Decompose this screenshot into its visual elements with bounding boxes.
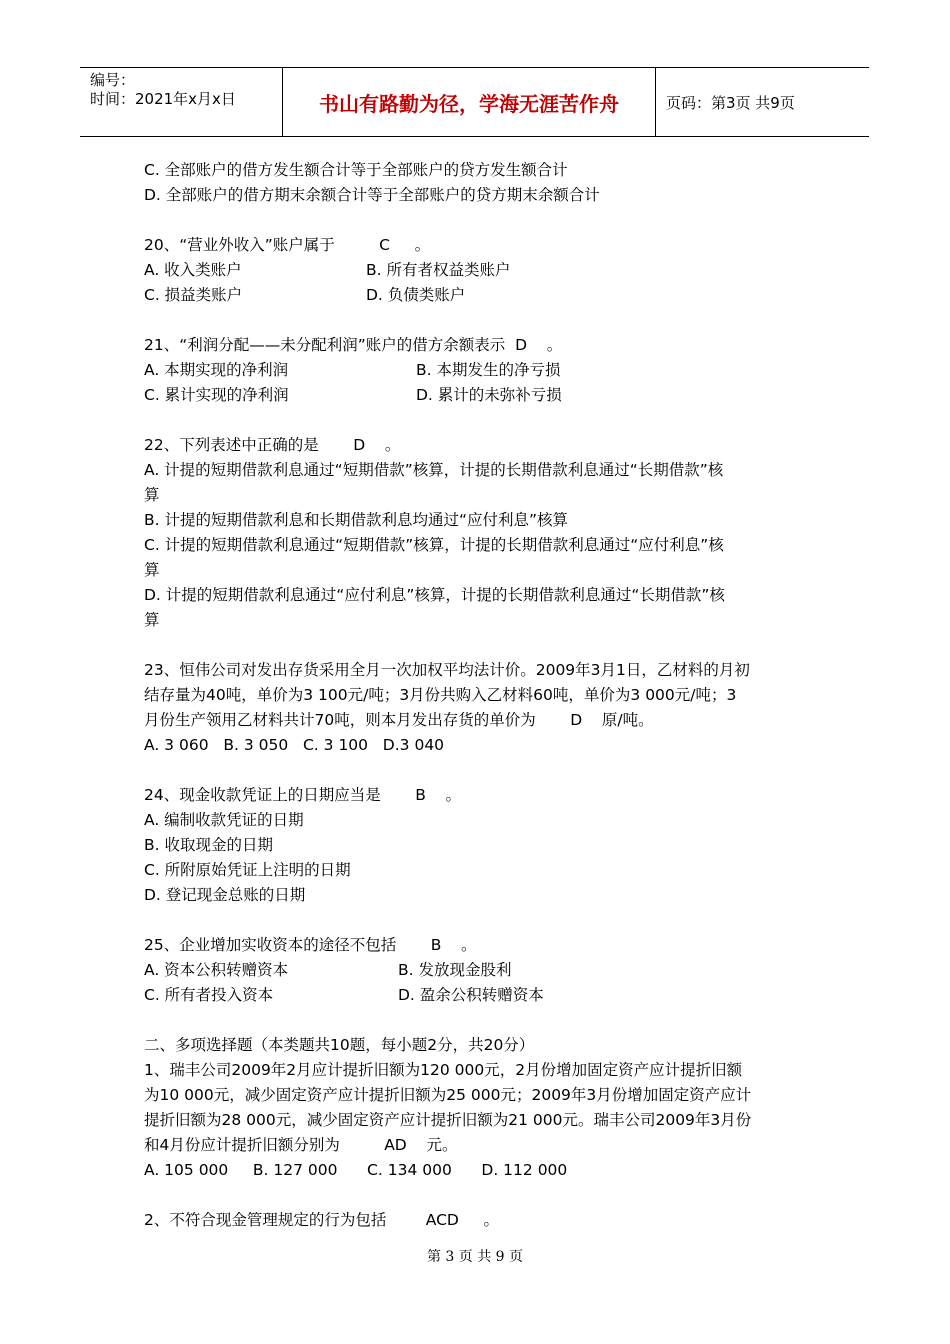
- mq1-line: 和4月份应计提折旧额分别为 AD 元。: [144, 1136, 458, 1154]
- section-2-title: 二、多项选择题（本类题共10题，每小题2分，共20分）: [144, 1036, 535, 1054]
- header-left-cell: [80, 68, 283, 136]
- q19-option-c: C. 全部账户的借方发生额合计等于全部账户的贷方发生额合计: [144, 161, 568, 179]
- q25-options-row-1: [144, 958, 814, 983]
- q21-stem: 21、“利润分配——未分配利润”账户的借方余额表示 D 。: [144, 336, 563, 354]
- mq1-options: A. 105 000 B. 127 000 C. 134 000 D. 112 000: [144, 1161, 568, 1179]
- q25-option-c: C. 所有者投入资本: [144, 986, 274, 1004]
- q20-option-b: B. 所有者权益类账户: [366, 261, 511, 279]
- q23-line: 结存量为40吨，单价为3 100元/吨；3月份共购入乙材料60吨，单价为3 000元/吨；3: [144, 686, 737, 704]
- q25-stem: 25、企业增加实收资本的途径不包括 B 。: [144, 936, 477, 954]
- q24-option-b: B. 收取现金的日期: [144, 836, 273, 854]
- motto-text: 书山有路勤为径，学海无涯苦作舟: [319, 92, 619, 116]
- code-label: 编号：: [90, 71, 136, 89]
- q24-option-c: C. 所附原始凭证上注明的日期: [144, 861, 351, 879]
- q23-line: 23、恒伟公司对发出存货采用全月一次加权平均法计价。2009年3月1日，乙材料的月初: [144, 661, 750, 679]
- q20-option-c: C. 损益类账户: [144, 286, 243, 304]
- q22-line: B. 计提的短期借款利息和长期借款利息均通过“应付利息”核算: [144, 511, 569, 529]
- date-label: 时间：2021年x月x日: [90, 90, 236, 108]
- page-info: 页码：第3页 共9页: [666, 94, 795, 112]
- mq2-stem: 2、不符合现金管理规定的行为包括 ACD 。: [144, 1211, 500, 1229]
- q21-options-row-2: [144, 383, 814, 408]
- mq1-line: 提折旧额为28 000元，减少固定资产应计提折旧额为21 000元。瑞丰公司2009年3月份: [144, 1111, 752, 1129]
- q20-option-a: A. 收入类账户: [144, 261, 242, 279]
- q24-option-a: A. 编制收款凭证的日期: [144, 811, 304, 829]
- header-center-cell: [283, 68, 656, 136]
- q22-line: 算: [144, 486, 160, 504]
- q20-stem: 20、“营业外收入”账户属于 C 。: [144, 236, 431, 254]
- q22-line: 算: [144, 611, 160, 629]
- q21-option-d: D. 累计的未弥补亏损: [416, 386, 562, 404]
- q20-options-row-2: [144, 283, 814, 308]
- q24-stem: 24、现金收款凭证上的日期应当是 B 。: [144, 786, 462, 804]
- q21-option-b: B. 本期发生的净亏损: [416, 361, 561, 379]
- header-right-cell: [656, 68, 869, 136]
- q22-stem: 22、下列表述中正确的是 D 。: [144, 436, 401, 454]
- q25-option-d: D. 盈余公积转赠资本: [398, 986, 544, 1004]
- q20-options-row-1: [144, 258, 814, 283]
- q24-option-d: D. 登记现金总账的日期: [144, 886, 306, 904]
- q21-options-row-1: [144, 358, 814, 383]
- page-header: [80, 67, 869, 137]
- q25-option-b: B. 发放现金股利: [398, 961, 512, 979]
- q25-option-a: A. 资本公积转赠资本: [144, 961, 289, 979]
- page-footer: 第 3 页 共 9 页: [426, 1249, 524, 1265]
- mq1-line: 1、瑞丰公司2009年2月应计提折旧额为120 000元，2月份增加固定资产应计提折旧额: [144, 1061, 743, 1079]
- document-body: [144, 158, 814, 1233]
- q22-line: A. 计提的短期借款利息通过“短期借款”核算，计提的长期借款利息通过“长期借款”核: [144, 461, 724, 479]
- q20-option-d: D. 负债类账户: [366, 286, 466, 304]
- q25-options-row-2: [144, 983, 814, 1008]
- mq1-line: 为10 000元，减少固定资产应计提折旧额为25 000元；2009年3月份增加固定资产应计: [144, 1086, 752, 1104]
- q21-option-c: C. 累计实现的净利润: [144, 386, 289, 404]
- q21-option-a: A. 本期实现的净利润: [144, 361, 289, 379]
- q22-line: 算: [144, 561, 160, 579]
- q22-line: C. 计提的短期借款利息通过“短期借款”核算，计提的长期借款利息通过“应付利息”核: [144, 536, 724, 554]
- q23-line: 月份生产领用乙材料共计70吨，则本月发出存货的单价为 D 原/吨。: [144, 711, 654, 729]
- q23-options: A. 3 060 B. 3 050 C. 3 100 D.3 040: [144, 736, 445, 754]
- q19-option-d: D. 全部账户的借方期末余额合计等于全部账户的贷方期末余额合计: [144, 186, 600, 204]
- q22-line: D. 计提的短期借款利息通过“应付利息”核算，计提的长期借款利息通过“长期借款”核: [144, 586, 725, 604]
